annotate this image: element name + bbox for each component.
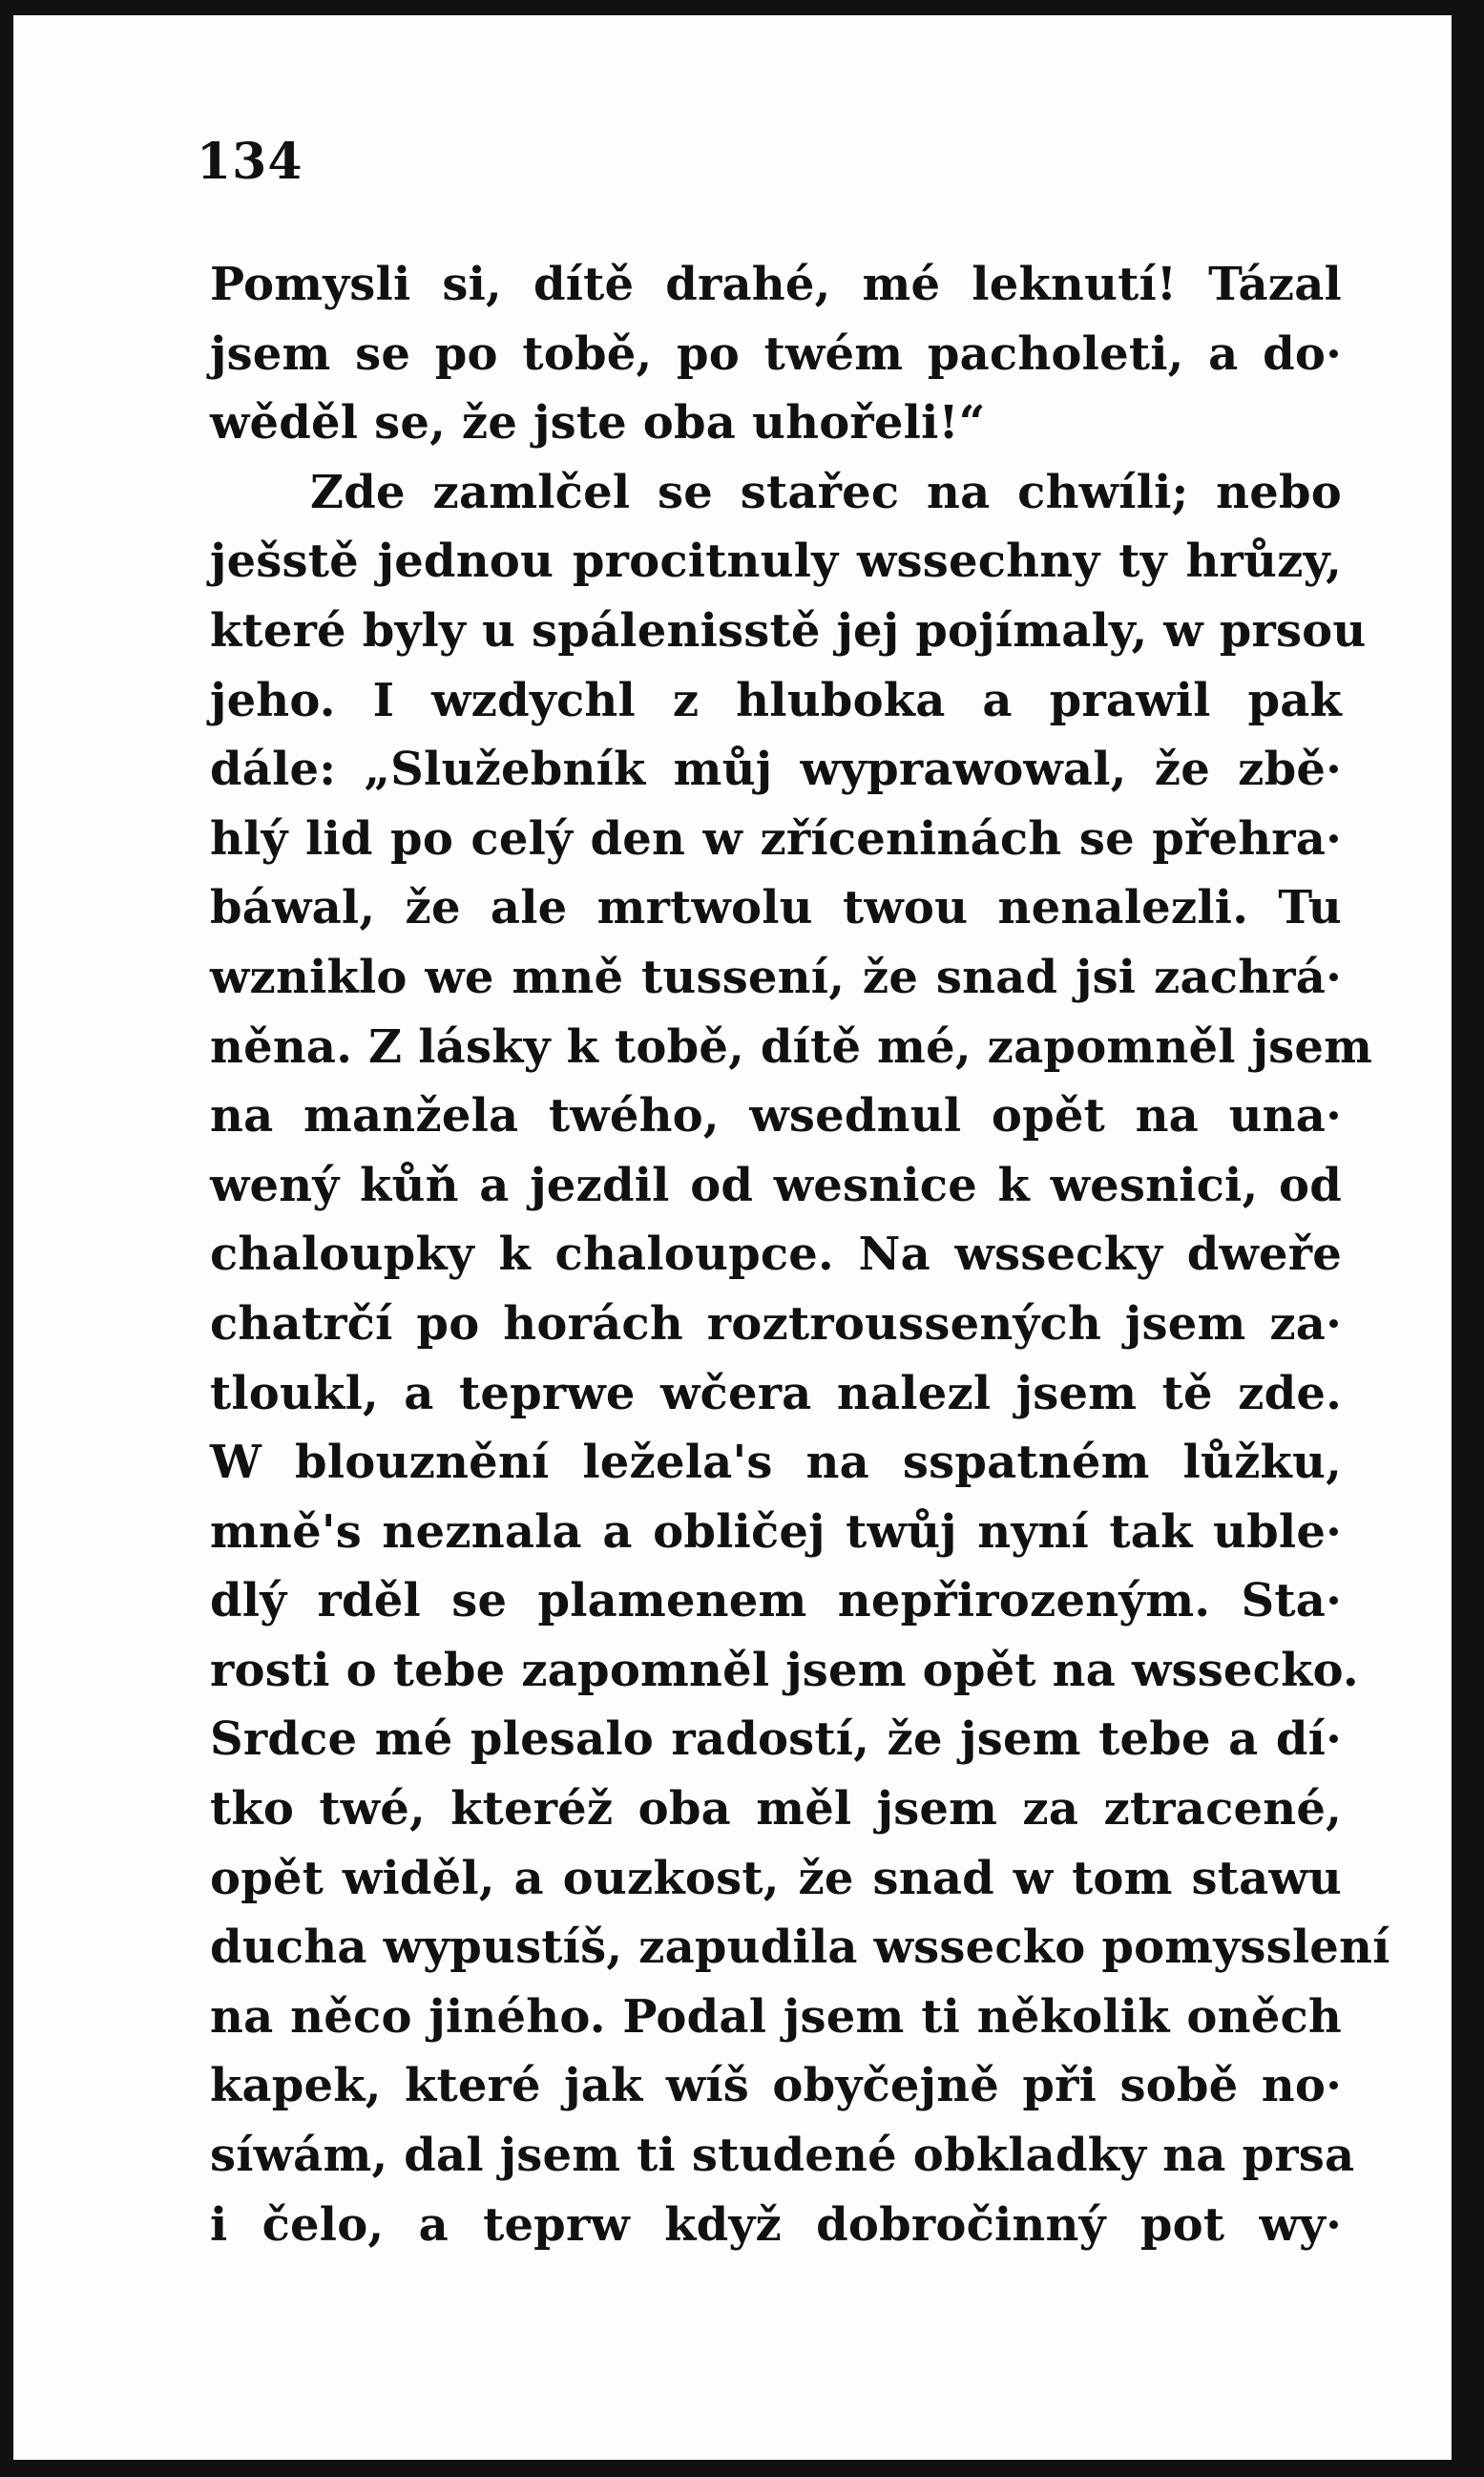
text-line: na něco jiného. Podal jsem ti několik oněch <box>210 1989 1342 2044</box>
text-line: chaloupky k chaloupce. Na wssecky dweře <box>210 1228 1342 1282</box>
text-line: rosti o tebe zapomněl jsem opět na wssecko. <box>210 1643 1359 1697</box>
text-line: opět widěl, a ouzkost, že snad w tom stawu <box>210 1851 1342 1905</box>
text-line: Srdce mé plesalo radostí, že jsem tebe a dí· <box>210 1712 1342 1767</box>
text-line: wěděl se, že jste oba uhořeli!“ <box>210 396 986 451</box>
text-line: jeho. I wzdychl z hluboka a prawil pak <box>210 673 1342 727</box>
text-line: dále: „Služebník můj wyprawowal, že zbě· <box>210 743 1342 797</box>
text-line: tloukl, a teprwe wčera nalezl jsem tě zde. <box>210 1366 1342 1420</box>
text-line: wzniklo we mně tussení, že snad jsi zachrá· <box>210 950 1342 1004</box>
text-line: mně's neznala a obličej twůj nyní tak uble· <box>210 1504 1342 1559</box>
text-line: dlý rděl se plamenem nepřirozeným. Sta· <box>210 1574 1342 1628</box>
text-line: W blouznění ležela's na sspatném lůžku, <box>210 1436 1342 1490</box>
text-line: jsem se po tobě, po twém pacholeti, a do· <box>210 326 1342 381</box>
text-line: hlý lid po celý den w zříceninách se přehra· <box>210 811 1342 866</box>
text-line: ducha wypustíš, zapudila wssecko pomysslení <box>210 1921 1390 1975</box>
page-number: 134 <box>197 133 303 191</box>
text-line: ješstě jednou procitnuly wssechny ty hrůzy, <box>210 535 1342 589</box>
text-line: něna. Z lásky k tobě, dítě mé, zapomněl jsem <box>210 1019 1373 1074</box>
text-line: chatrčí po horách roztroussených jsem za· <box>210 1296 1342 1351</box>
text-line: síwám, dal jsem ti studené obkladky na prsa <box>210 2129 1355 2183</box>
text-line: i čelo, a teprw když dobročinný pot wy· <box>210 2197 1342 2252</box>
text-line: Pomysli si, dítě drahé, mé leknutí! Tázal <box>210 258 1342 311</box>
text-line: které byly u spálenisstě jej pojímaly, w prsou <box>210 603 1367 658</box>
body-text <box>210 250 1390 2259</box>
text-line: tko twé, kteréž oba měl jsem za ztracené, <box>210 1782 1342 1837</box>
text-line: na manžela twého, wsednul opět na una· <box>210 1089 1342 1144</box>
text-line: báwal, že ale mrtwolu twou nenalezli. Tu <box>210 881 1342 935</box>
text-line: Zde zamlčel se stařec na chwíli; nebo <box>310 465 1342 519</box>
text-line: kapek, které jak wíš obyčejně při sobě no· <box>210 2059 1342 2113</box>
text-line: wený kůň a jezdil od wesnice k wesnici, od <box>210 1158 1342 1212</box>
